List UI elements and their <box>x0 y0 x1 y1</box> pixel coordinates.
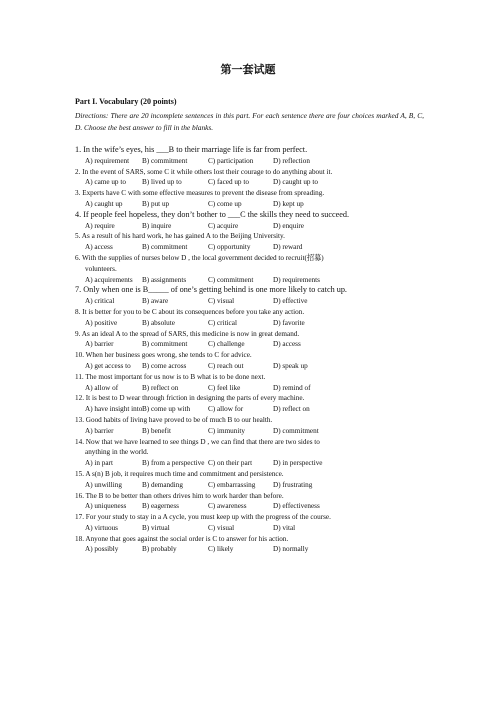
answer-options <box>75 275 425 286</box>
answer-options <box>75 199 425 210</box>
question-list <box>75 145 425 555</box>
option-c: C) faced up to <box>208 178 249 187</box>
option-d: D) caught up to <box>273 178 318 187</box>
answer-options <box>75 361 425 372</box>
option-b: B) commitment <box>142 243 188 252</box>
option-a: A) caught up <box>85 199 123 208</box>
option-c: C) participation <box>208 156 254 165</box>
answer-options <box>75 404 425 415</box>
question-stem: 4. If people feel hopeless, they don’t bother to ___C the skills they need to succeed. <box>75 209 350 219</box>
option-c: C) opportunity <box>208 243 251 252</box>
option-a: A) positive <box>85 318 118 327</box>
answer-options <box>75 480 425 491</box>
answer-options <box>75 318 425 329</box>
question-stem: 8. It is better for you to be C about its consequences before you take any action. <box>75 307 305 316</box>
option-a: A) uniqueness <box>85 502 127 511</box>
option-b: B) from a perspective <box>142 459 205 468</box>
question-item <box>75 469 425 491</box>
answer-options <box>75 339 425 350</box>
option-b: B) lived up to <box>142 178 182 187</box>
answer-options <box>75 523 425 534</box>
question-item <box>75 437 425 469</box>
part-heading: Part I. Vocabulary (20 points) <box>75 97 177 106</box>
option-b: B) virtual <box>142 523 170 532</box>
question-item <box>75 329 425 351</box>
option-a: A) in part <box>85 459 113 468</box>
option-a: A) came up to <box>85 178 126 187</box>
option-c: C) reach out <box>208 361 244 370</box>
option-d: D) access <box>273 340 301 349</box>
option-b: B) absolute <box>142 318 175 327</box>
question-stem: 5. As a result of his hard work, he has gained A to the Beijing University. <box>75 232 285 241</box>
directions-text: Directions: There are 20 incomplete sentences in this part. For each sentence there are four choices marked A, B, C, D. Choose the best answer to fill in the blanks. <box>75 111 424 132</box>
option-c: C) acquire <box>208 221 239 230</box>
option-d: D) enquire <box>273 221 304 230</box>
option-c: C) embarrassing <box>208 480 256 489</box>
question-stem: 11. The most important for us now is to B what is to be done next. <box>75 372 266 381</box>
option-c: C) commitment <box>208 275 254 284</box>
option-d: D) requirements <box>273 275 320 284</box>
question-stem: 6. With the supplies of nurses below D , the local government decided to recruit(招募) <box>75 253 324 262</box>
question-item <box>75 491 425 513</box>
option-b: B) demanding <box>142 480 183 489</box>
option-b: B) come up with <box>142 405 191 414</box>
option-d: D) reward <box>273 243 303 252</box>
option-a: A) barrier <box>85 426 114 435</box>
question-item <box>75 393 425 415</box>
answer-options <box>75 426 425 437</box>
answer-options <box>75 177 425 188</box>
option-c: C) critical <box>208 318 237 327</box>
option-c: C) visual <box>208 523 235 532</box>
option-b: B) inquire <box>142 221 172 230</box>
option-d: D) frustrating <box>273 480 313 489</box>
option-c: C) visual <box>208 297 235 306</box>
option-b: B) reflect on <box>142 383 179 392</box>
option-a: A) access <box>85 243 113 252</box>
option-c: C) challenge <box>208 340 245 349</box>
page-title: 第一套试题 <box>220 63 276 76</box>
option-c: C) likely <box>208 545 234 554</box>
option-a: A) requirement <box>85 156 130 165</box>
question-stem: 9. As an ideal A to the spread of SARS, this medicine is now in great demand. <box>75 329 300 338</box>
option-b: B) assignments <box>142 275 187 284</box>
question-item <box>75 188 425 210</box>
option-b: B) put up <box>142 199 170 208</box>
option-a: A) get access to <box>85 361 131 370</box>
option-b: B) probably <box>142 545 177 554</box>
question-stem: 13. Good habits of living have proved to be of much B to our health. <box>75 415 273 424</box>
answer-options <box>75 383 425 394</box>
answer-options <box>75 296 425 307</box>
option-c: C) on their part <box>208 459 253 468</box>
option-b: B) eagerness <box>142 502 179 511</box>
option-b: B) come across <box>142 361 187 370</box>
question-item <box>75 210 425 232</box>
option-d: D) remind of <box>273 383 311 392</box>
question-stem: 7. Only when one is B_____ of one’s getting behind is one more likely to catch up. <box>75 285 347 295</box>
question-stem: 16. The B to be better than others drives him to work harder than before. <box>75 491 284 500</box>
option-c: C) awareness <box>208 502 247 511</box>
question-stem: 1. In the wife’s eyes, his ___B to their marriage life is far from perfect. <box>75 145 308 154</box>
question-item <box>75 167 425 189</box>
answer-options <box>75 242 425 253</box>
option-d: D) favorite <box>273 318 305 327</box>
option-d: D) vital <box>273 523 296 532</box>
option-d: D) effective <box>273 297 308 306</box>
question-item <box>75 372 425 394</box>
option-a: A) barrier <box>85 340 114 349</box>
question-stem-continued: volunteers. <box>85 264 117 273</box>
question-stem: 10. When her business goes wrong, she tends to C for advice. <box>75 351 252 360</box>
question-stem: 14. Now that we have learned to see things D , we can find that there are two sides to <box>75 437 320 446</box>
option-b: B) benefit <box>142 426 171 435</box>
question-item <box>75 145 425 167</box>
option-a: A) unwilling <box>85 480 122 489</box>
question-stem: 17. For your study to stay in a A cycle, you must keep up with the progress of the course. <box>75 513 331 522</box>
question-item <box>75 307 425 329</box>
answer-options <box>75 501 425 512</box>
option-c: C) feel like <box>208 383 241 392</box>
option-c: C) come up <box>208 199 242 208</box>
question-item <box>75 534 425 556</box>
answer-options <box>75 544 425 555</box>
question-item <box>75 285 425 307</box>
question-stem-continued: anything in the world. <box>85 448 149 457</box>
question-stem: 2. In the event of SARS, some C it while others lost their courage to do anything about it. <box>75 167 333 176</box>
option-d: D) commitment <box>273 426 319 435</box>
option-a: A) require <box>85 221 115 230</box>
option-a: A) critical <box>85 297 115 306</box>
answer-options <box>75 458 425 469</box>
option-d: D) speak up <box>273 361 308 370</box>
question-item <box>75 253 425 285</box>
option-a: A) virtuous <box>85 523 118 532</box>
option-d: D) reflection <box>273 156 310 165</box>
option-d: D) normally <box>273 545 309 554</box>
question-stem: 15. A s(n) B job, it requires much time and commitment and persistence. <box>75 469 284 478</box>
option-a: A) acquirements <box>85 275 133 284</box>
option-c: C) immunity <box>208 426 245 435</box>
question-item <box>75 350 425 372</box>
option-b: B) commitment <box>142 340 188 349</box>
option-d: D) kept up <box>273 199 304 208</box>
question-stem: 12. It is best to D wear through friction in designing the parts of every machine. <box>75 394 305 403</box>
question-item <box>75 512 425 534</box>
option-d: D) in perspective <box>273 459 323 468</box>
option-a: A) possibly <box>85 545 119 554</box>
question-item <box>75 231 425 253</box>
question-item <box>75 415 425 437</box>
answer-options <box>75 221 425 232</box>
question-stem: 3. Experts have C with some effective measures to prevent the disease from spreading. <box>75 189 325 198</box>
option-b: B) commitment <box>142 156 188 165</box>
option-b: B) aware <box>142 297 169 306</box>
option-c: C) allow for <box>208 405 244 414</box>
option-d: D) reflect on <box>273 405 310 414</box>
option-a: A) have insight into <box>85 405 143 414</box>
answer-options <box>75 156 425 167</box>
question-stem: 18. Anyone that goes against the social order is C to answer for his action. <box>75 534 289 543</box>
option-a: A) allow of <box>85 383 119 392</box>
option-d: D) effectiveness <box>273 502 320 511</box>
